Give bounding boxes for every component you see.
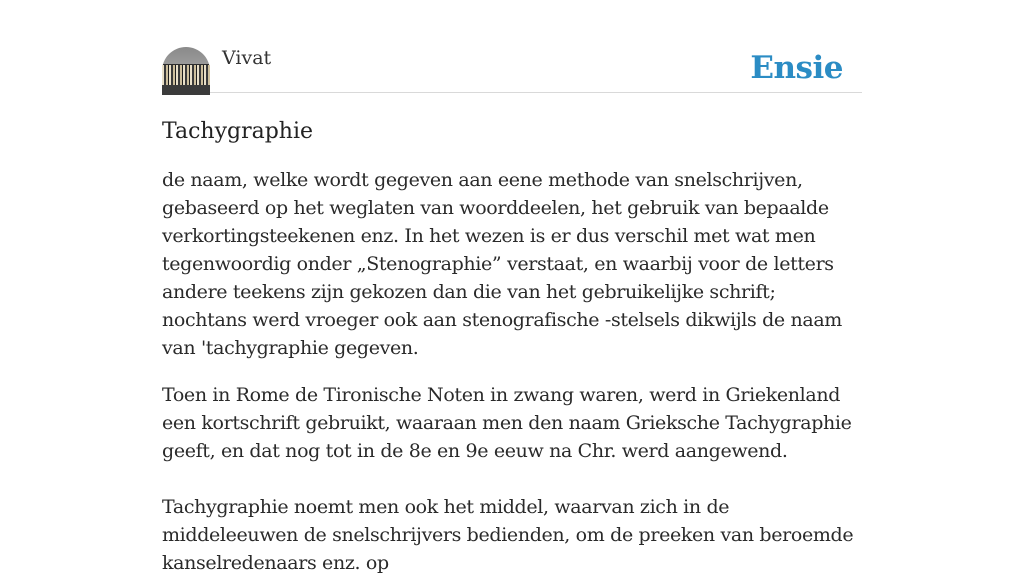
article-title: Tachygraphie [162,119,314,144]
author-name[interactable]: Vivat [222,47,272,69]
article-paragraph-3: Tachygraphie noemt men ook het middel, waarvan zich in de middeleeuwen de snelschrijvers bedienden, om de preeken van beroemde kanselredenaars enz. op [162,496,854,574]
article-paragraph-1: de naam, welke wordt gegeven aan eene methode van snelschrijven, gebaseerd op het weglaten van woorddeelen, het gebruik van bepaalde verkortingsteekenen enz. In het wezen is er dus verschil met wat men tegenwoordig onder „Stenographie” verstaat, en waarbij voor de letters andere teekens zijn gekozen dan die van het gebruikelijke schrift; nochtans werd vroeger ook aan stenografische -stelsels dikwijls de naam van 'tachygraphie gegeven. [162,169,842,359]
shelf-shadow [162,85,210,95]
author-avatar[interactable] [162,47,210,95]
article-header [162,0,862,93]
bookshelf-image [162,65,210,87]
brand-logo[interactable]: Ensie [750,50,843,86]
article-page [162,0,862,577]
article-paragraph-2: Toen in Rome de Tironische Noten in zwang waren, werd in Griekenland een kortschrift gebruikt, waaraan men den naam Grieksche Tachygraphie geeft, en dat nog tot in de 8e en 9e eeuw na Chr. werd aangewend. [162,384,852,462]
